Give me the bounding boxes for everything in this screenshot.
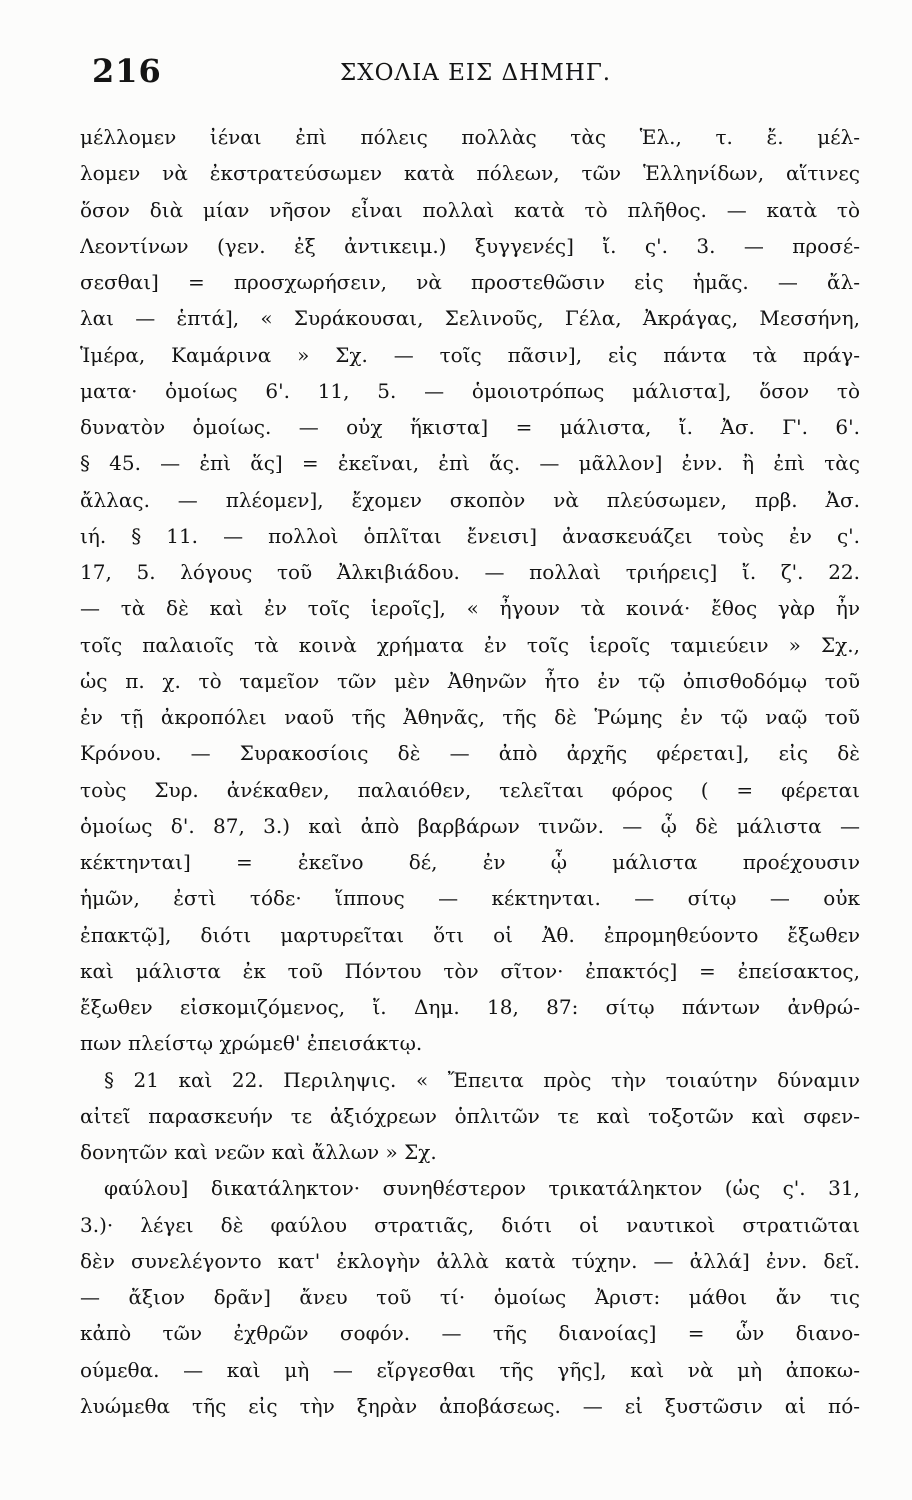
text-line: ἄλλας. — πλέομεν], ἔχομεν σκοπὸν νὰ πλεύσωμεν, πρβ. Ἀσ. [80,487,860,512]
text-line: κἀπὸ τῶν ἐχθρῶν σοφόν. — τῆς διανοίας] = ὧν διανο- [80,1321,860,1346]
text-line: ἔξωθεν εἰσκομιζόμενος, ἴ. Δημ. 18, 87: σίτῳ πάντων ἀνθρώ- [80,995,860,1019]
text-line: δὲν συνελέγοντο κατ' ἐκλογὴν ἀλλὰ κατὰ τύχην. — ἀλλά] ἐνν. δεῖ. [80,1248,860,1273]
text-line: ἡμῶν, ἐστὶ τόδε· ἵππους — κέκτηνται. — σίτῳ — οὐκ [80,886,860,911]
text-line: δυνατὸν ὁμοίως. — οὐχ ἥκιστα] = μάλιστα, ἴ. Ἀσ. Γ'. 6'. [80,415,860,439]
text-line: 17, 5. λόγους τοῦ Ἀλκιβιάδου. — πολλαὶ τριήρεις] ἴ. ζ'. 22. [80,560,860,584]
text-line: ιή. § 11. — πολλοὶ ὁπλῖται ἔνεισι] ἀνασκευάζει τοὺς ἐν ς'. [80,523,860,548]
text-line: λομεν νὰ ἐκστρατεύσωμεν κατὰ πόλεων, τῶν Ἑλληνίδων, αἵτινες [80,161,860,186]
text-line: ὡς π. χ. τὸ ταμεῖον τῶν μὲν Ἀθηνῶν ἦτο ἐν τῷ ὀπισθοδόμῳ τοῦ [80,668,860,693]
text-line: § 45. — ἐπὶ ἅς] = ἐκεῖναι, ἐπὶ ἅς. — μᾶλλον] ἐνν. ἢ ἐπὶ τὰς [80,451,860,476]
text-line: κέκτηνται] = ἐκεῖνο δέ, ἐν ᾧ μάλιστα προέχουσιν [80,850,860,874]
text-line: λυώμεθα τῆς εἰς τὴν ξηρὰν ἀποβάσεως. — εἰ ξυστῶσιν αἱ πό- [80,1393,860,1418]
text-line: αἰτεῖ παρασκευήν τε ἀξιόχρεων ὁπλιτῶν τε καὶ τοξοτῶν καὶ σφεν- [80,1103,860,1128]
text-line: Κρόνου. — Συρακοσίοις δὲ — ἀπὸ ἀρχῆς φέρεται], εἰς δὲ [80,741,860,766]
text-line: ούμεθα. — καὶ μὴ — εἴργεσθαι τῆς γῆς], καὶ νὰ μὴ ἀποκω- [80,1357,860,1382]
text-line: — ἄξιον δρᾶν] ἄνευ τοῦ τί· ὁμοίως Ἀριστ: μάθοι ἄν τις [80,1285,860,1309]
section-summary-line: § 21 καὶ 22. Περιληψις. « Ἔπειτα πρὸς τὴν τοιαύτην δύναμιν [104,1067,860,1092]
page-header [92,52,872,102]
text-line: ἐν τῇ ἀκροπόλει ναοῦ τῆς Ἀθηνᾶς, τῆς δὲ Ῥώμης ἐν τῷ ναῷ τοῦ [80,705,860,729]
text-line: ματα· ὁμοίως 6'. 11, 5. — ὁμοιοτρόπως μάλιστα], ὅσον τὸ [80,378,860,403]
text-line: καὶ μάλιστα ἐκ τοῦ Πόντου τὸν σῖτον· ἐπακτός] = ἐπείσακτος, [80,958,860,983]
text-line: Ἱμέρα, Καμάρινα » Σχ. — τοῖς πᾶσιν], εἰς πάντα τὰ πράγ- [80,342,860,367]
page-number: 216 [92,52,162,90]
text-line: σεσθαι] = προσχωρήσειν, νὰ προστεθῶσιν εἰς ἡμᾶς. — ἄλ- [80,270,860,294]
running-head: ΣΧΟΛΙΑ ΕΙΣ ΔΗΜΗΓ. [340,60,612,86]
text-line: τοῖς παλαιοῖς τὰ κοινὰ χρήματα ἐν τοῖς ἱεροῖς ταμιεύειν » Σχ., [80,632,860,657]
text-line: ἐπακτῷ], διότι μαρτυρεῖται ὅτι οἱ Ἀθ. ἐπρομηθεύοντο ἔξωθεν [80,922,860,947]
commentary-text [80,119,860,1424]
text-line: μέλλομεν ἰέναι ἐπὶ πόλεις πολλὰς τὰς Ἑλ., τ. ἔ. μέλ- [80,125,860,149]
text-line: πων πλείστῳ χρώμεθ' ἐπεισάκτῳ. [80,1031,423,1056]
text-line: ὁμοίως δ'. 87, 3.) καὶ ἀπὸ βαρβάρων τινῶν. — ᾧ δὲ μάλιστα — [80,813,860,838]
text-line: Λεοντίνων (γεν. ἐξ ἀντικειμ.) ξυγγενές] ἴ. ς'. 3. — προσέ- [80,233,860,258]
text-line: φαύλου] δικατάληκτον· συνηθέστερον τρικατάληκτον (ὡς ς'. 31, [104,1176,860,1201]
text-line: τοὺς Συρ. ἀνέκαθεν, παλαιόθεν, τελεῖται φόρος ( = φέρεται [80,777,860,802]
text-line: 3.)· λέγει δὲ φαύλου στρατιᾶς, διότι οἱ ναυτικοὶ στρατιῶται [80,1212,860,1237]
text-line: — τὰ δὲ καὶ ἐν τοῖς ἱεροῖς], « ἦγουν τὰ κοινά· ἔθος γὰρ ἦν [80,596,860,621]
text-line: ὅσον διὰ μίαν νῆσον εἶναι πολλαὶ κατὰ τὸ πλῆθος. — κατὰ τὸ [80,197,860,222]
text-line: δονητῶν καὶ νεῶν καὶ ἄλλων » Σχ. [80,1140,437,1164]
text-line: λαι — ἑπτά], « Συράκουσαι, Σελινοῦς, Γέλα, Ἀκράγας, Μεσσήνη, [80,306,860,331]
